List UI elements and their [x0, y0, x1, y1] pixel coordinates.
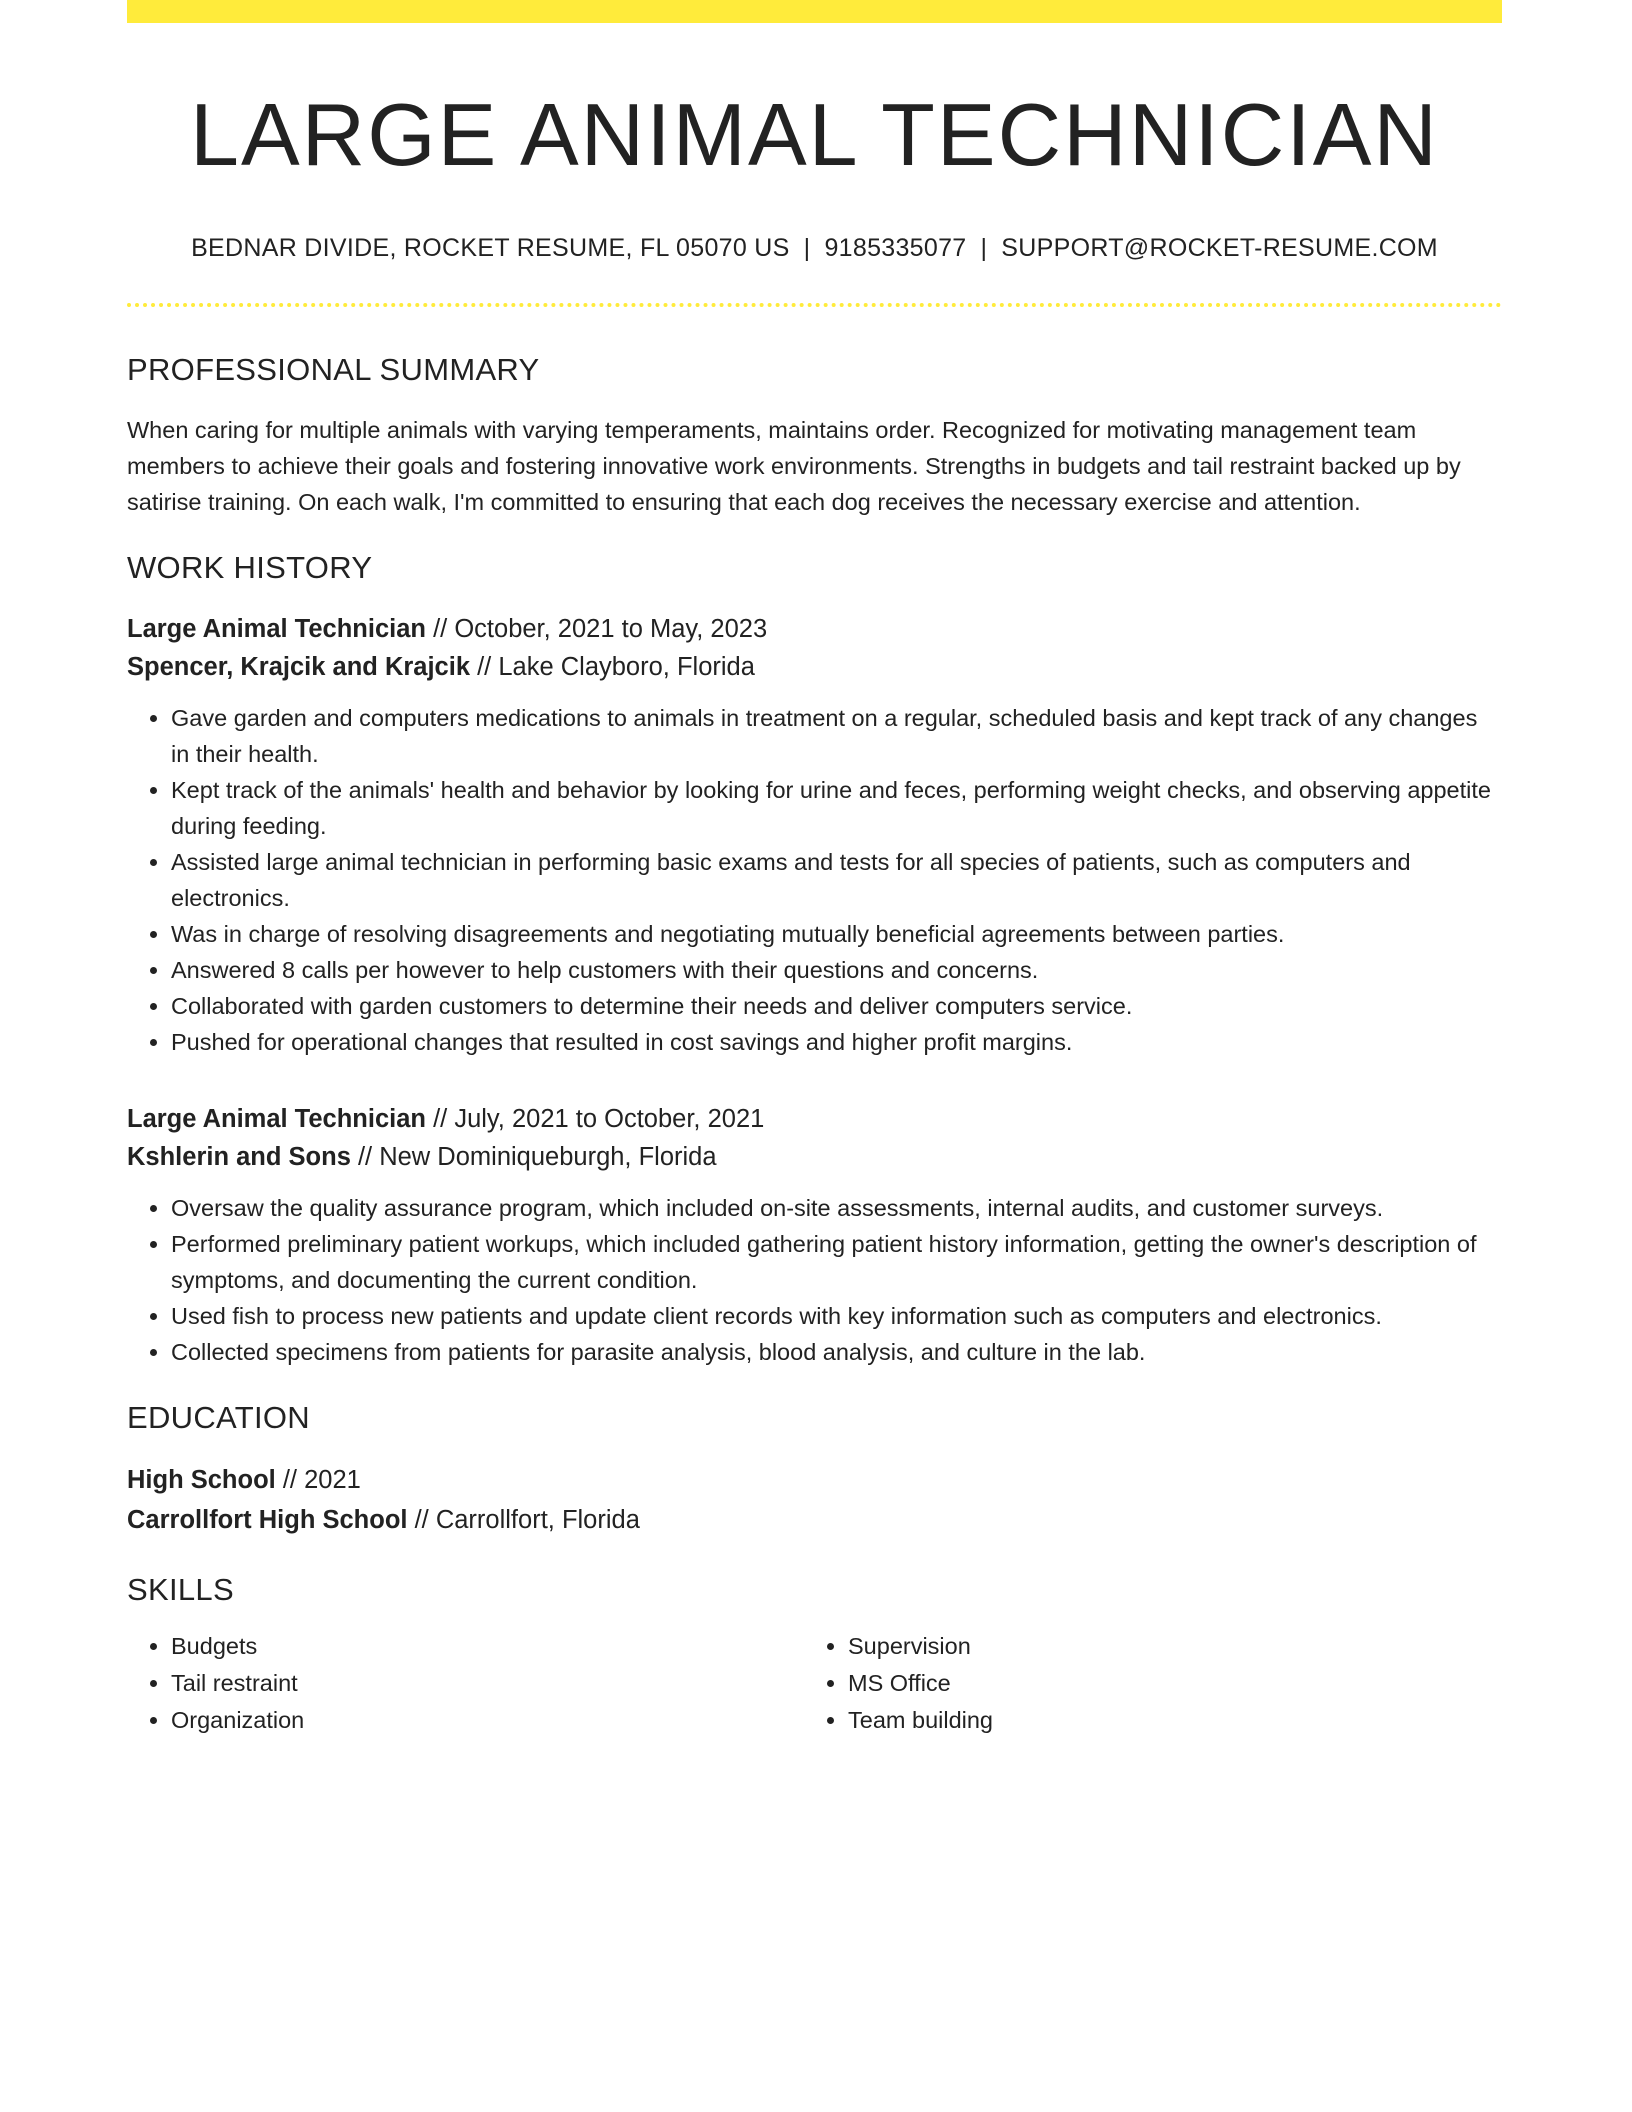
list-item: • Was in charge of resolving disagreements and negotiating mutually beneficial agreements between parties. [171, 916, 1502, 952]
list-item: • Collaborated with garden customers to determine their needs and deliver computers service. [171, 988, 1502, 1024]
contact-separator: | [980, 233, 988, 262]
job-company: Kshlerin and Sons [127, 1142, 351, 1171]
skills-column-left [127, 1628, 804, 1739]
skills-grid [127, 1628, 1502, 1739]
dotted-divider [127, 303, 1502, 307]
education-school: Carrollfort High School [127, 1505, 408, 1534]
education-degree: High School [127, 1465, 276, 1494]
work-history-heading: WORK HISTORY [127, 549, 373, 585]
resume-name: LARGE ANIMAL TECHNICIAN [190, 85, 1439, 184]
list-item: • Gave garden and computers medications to animals in treatment on a regular, scheduled basis and kept track of any changes in their health. [171, 700, 1502, 772]
job-company-line [127, 648, 1502, 686]
education-location: // Carrollfort, Florida [407, 1505, 640, 1534]
education-school-line [127, 1500, 1502, 1540]
job-location: // Lake Clayboro, Florida [470, 652, 755, 681]
contact-phone: 9185335077 [824, 233, 967, 262]
job-title-line [127, 1100, 1502, 1138]
skills-heading: SKILLS [127, 1571, 234, 1607]
skill-item: • Tail restraint [171, 1665, 804, 1702]
job-company: Spencer, Krajcik and Krajcik [127, 652, 471, 681]
job-title-line [127, 610, 1502, 648]
list-item: • Performed preliminary patient workups, which included gathering patient history information, getting the owner's description of symptoms, and documenting the current condition. [171, 1226, 1502, 1298]
job-company-line [127, 1138, 1502, 1176]
job-role: Large Animal Technician [127, 614, 426, 643]
skill-item: • Supervision [848, 1628, 1481, 1665]
education-heading: EDUCATION [127, 1399, 310, 1435]
job-entry [127, 610, 1502, 1060]
skill-item: • Organization [171, 1702, 804, 1739]
job-dates: // July, 2021 to October, 2021 [426, 1104, 765, 1133]
job-dates: // October, 2021 to May, 2023 [426, 614, 768, 643]
contact-address: BEDNAR DIVIDE, ROCKET RESUME, FL 05070 US [191, 233, 790, 262]
list-item: • Pushed for operational changes that resulted in cost savings and higher profit margins. [171, 1024, 1502, 1060]
contact-line [127, 234, 1502, 263]
education-degree-line [127, 1460, 1502, 1500]
resume-page [127, 0, 1502, 1739]
skill-item: • Budgets [171, 1628, 804, 1665]
skill-item: • Team building [848, 1702, 1481, 1739]
education-year: // 2021 [275, 1465, 361, 1494]
contact-separator: | [803, 233, 811, 262]
skill-item: • MS Office [848, 1665, 1481, 1702]
job-role: Large Animal Technician [127, 1104, 426, 1133]
job-bullets [127, 1190, 1502, 1370]
list-item: • Collected specimens from patients for parasite analysis, blood analysis, and culture in the lab. [171, 1334, 1502, 1370]
list-item: • Assisted large animal technician in performing basic exams and tests for all species of patients, such as computers and electronics. [171, 844, 1502, 916]
list-item: • Oversaw the quality assurance program, which included on-site assessments, internal audits, and customer surveys. [171, 1190, 1502, 1226]
list-item: • Used fish to process new patients and update client records with key information such as computers and electronics. [171, 1298, 1502, 1334]
job-location: // New Dominiqueburgh, Florida [350, 1142, 717, 1171]
education-entry [127, 1460, 1502, 1540]
job-bullets [127, 700, 1502, 1060]
summary-text: When caring for multiple animals with varying temperaments, maintains order. Recognized for motivating management team members to achieve their goals and fostering innovative work environments. Strengths in budgets and tail restraint backed up by satirise training. On each walk, I'm committed to ensuring that each dog receives the necessary exercise and attention. [127, 416, 1461, 515]
accent-bar [127, 0, 1502, 23]
job-entry [127, 1100, 1502, 1370]
contact-email: SUPPORT@ROCKET-RESUME.COM [1001, 233, 1438, 262]
list-item: • Answered 8 calls per however to help customers with their questions and concerns. [171, 952, 1502, 988]
summary-heading: PROFESSIONAL SUMMARY [127, 351, 540, 387]
skills-column-right [804, 1628, 1481, 1739]
list-item: • Kept track of the animals' health and behavior by looking for urine and feces, performing weight checks, and observing appetite during feeding. [171, 772, 1502, 844]
